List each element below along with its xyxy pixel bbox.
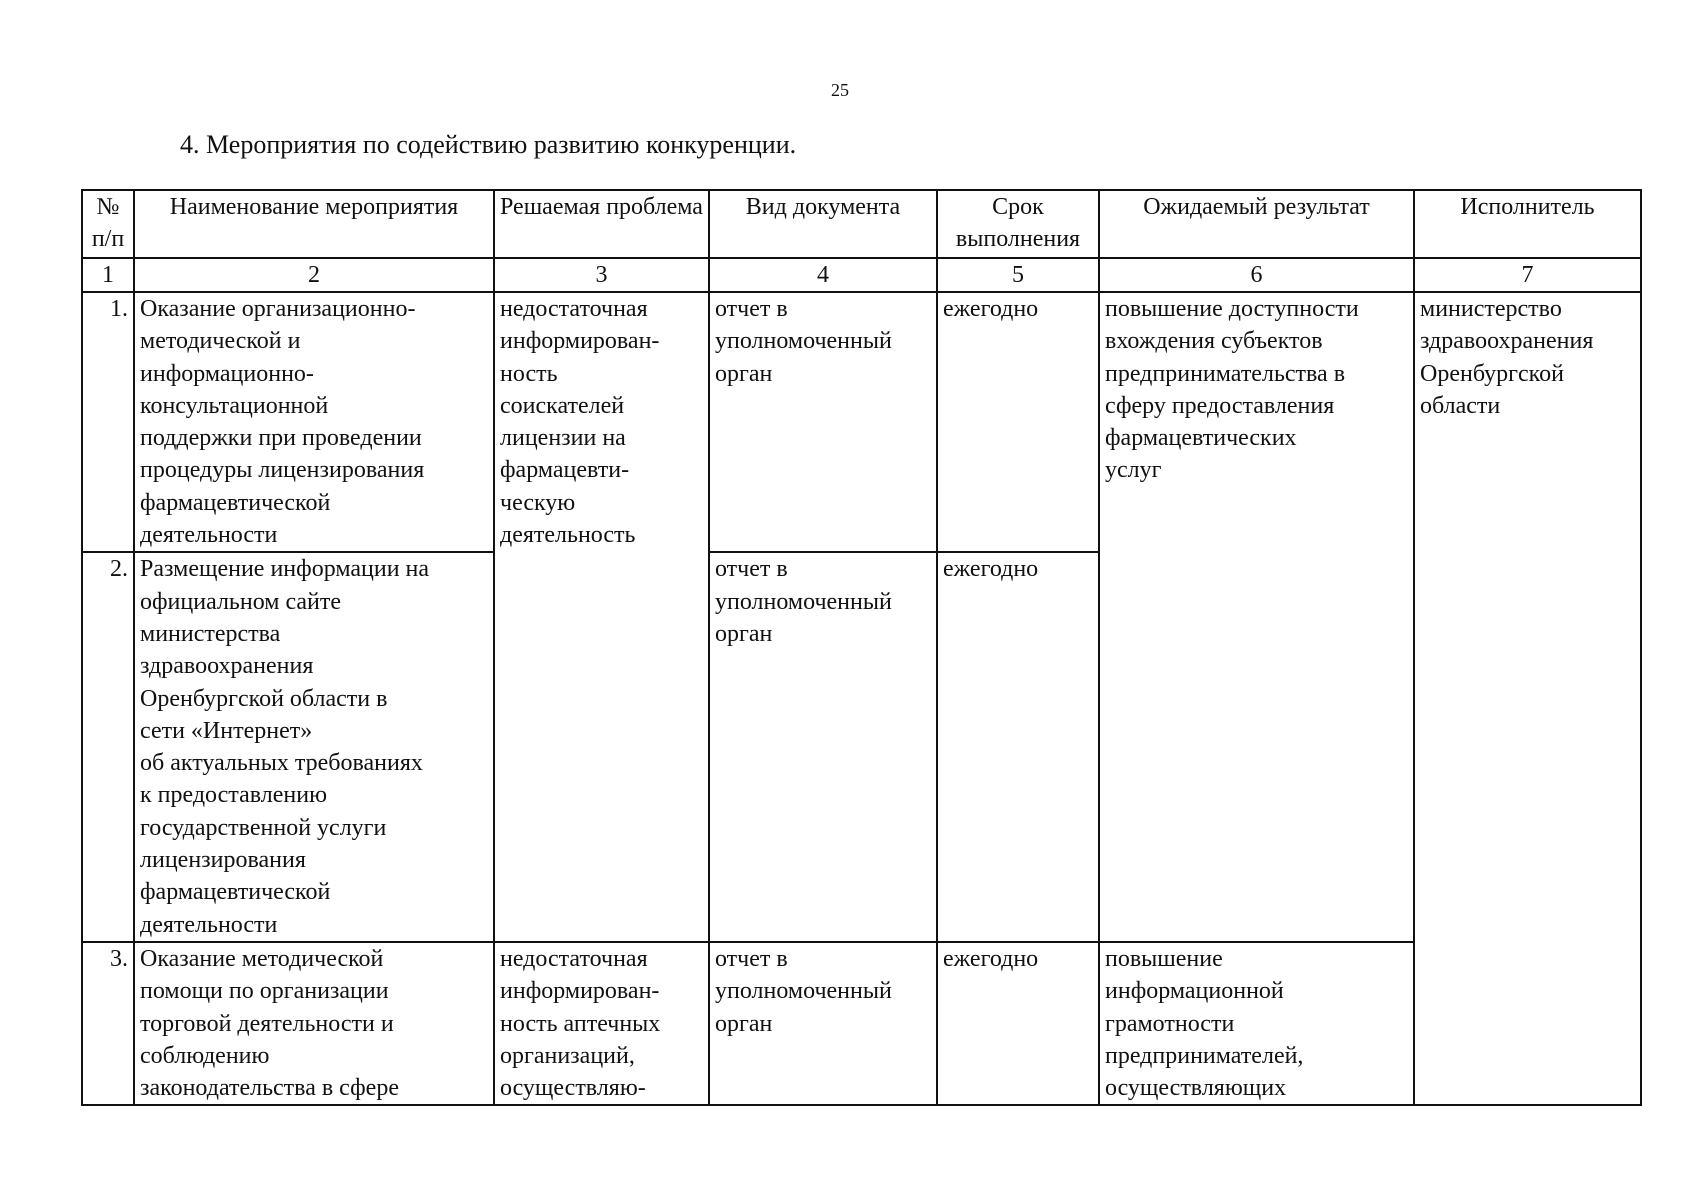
executor-cell: министерство здравоохранения Оренбургской области <box>1414 292 1641 1105</box>
row-number: 2. <box>82 552 134 942</box>
measure-name-cell: Оказание организационно- методической и информационно- консультационной поддержки при проведении процедуры лицензирования фармацевтической деятельности <box>134 292 494 552</box>
measure-name-cell: Размещение информации на официальном сайте министерства здравоохранения Оренбургской области в сети «Интернет» об актуальных требованиях к предоставлению государственной услуги лицензирования фармацевтической деятельности <box>134 552 494 942</box>
column-number: 3 <box>494 258 709 292</box>
term-cell: ежегодно <box>937 552 1099 942</box>
column-number: 4 <box>709 258 937 292</box>
column-number: 1 <box>82 258 134 292</box>
document-type-cell: отчет в уполномоченный орган <box>709 942 937 1105</box>
column-number: 7 <box>1414 258 1641 292</box>
document-type-cell: отчет в уполномоченный орган <box>709 292 937 552</box>
term-cell: ежегодно <box>937 292 1099 552</box>
problem-cell: недостаточная информирован- ность аптечных организаций, осуществляю- <box>494 942 709 1105</box>
header-row <box>82 190 1641 258</box>
measures-table <box>81 189 1642 1106</box>
table-row <box>82 292 1641 552</box>
term-cell: ежегодно <box>937 942 1099 1105</box>
header-measure-name: Наименование мероприятия <box>134 190 494 258</box>
expected-result-cell: повышение информационной грамотности предпринимателей, осуществляющих <box>1099 942 1414 1105</box>
column-number-row <box>82 258 1641 292</box>
page-number: 25 <box>831 80 849 100</box>
header-number: № п/п <box>82 190 134 258</box>
column-number: 2 <box>134 258 494 292</box>
header-problem: Решаемая проблема <box>494 190 709 258</box>
measure-name-cell: Оказание методической помощи по организации торговой деятельности и соблюдению законодательства в сфере <box>134 942 494 1105</box>
header-expected-result: Ожидаемый результат <box>1099 190 1414 258</box>
row-number: 1. <box>82 292 134 552</box>
column-number: 6 <box>1099 258 1414 292</box>
section-title: 4. Мероприятия по содействию развитию конкуренции. <box>180 130 797 159</box>
problem-cell: недостаточная информирован- ность соискателей лицензии на фармацевти- ческую деятельность <box>494 292 709 942</box>
expected-result-cell: повышение доступности вхождения субъектов предпринимательства в сферу предоставления фармацевтических услуг <box>1099 292 1414 942</box>
row-number: 3. <box>82 942 134 1105</box>
header-term: Срок выполнения <box>937 190 1099 258</box>
header-document-type: Вид документа <box>709 190 937 258</box>
header-executor: Исполнитель <box>1414 190 1641 258</box>
table-row <box>82 942 1641 1105</box>
document-type-cell: отчет в уполномоченный орган <box>709 552 937 942</box>
column-number: 5 <box>937 258 1099 292</box>
